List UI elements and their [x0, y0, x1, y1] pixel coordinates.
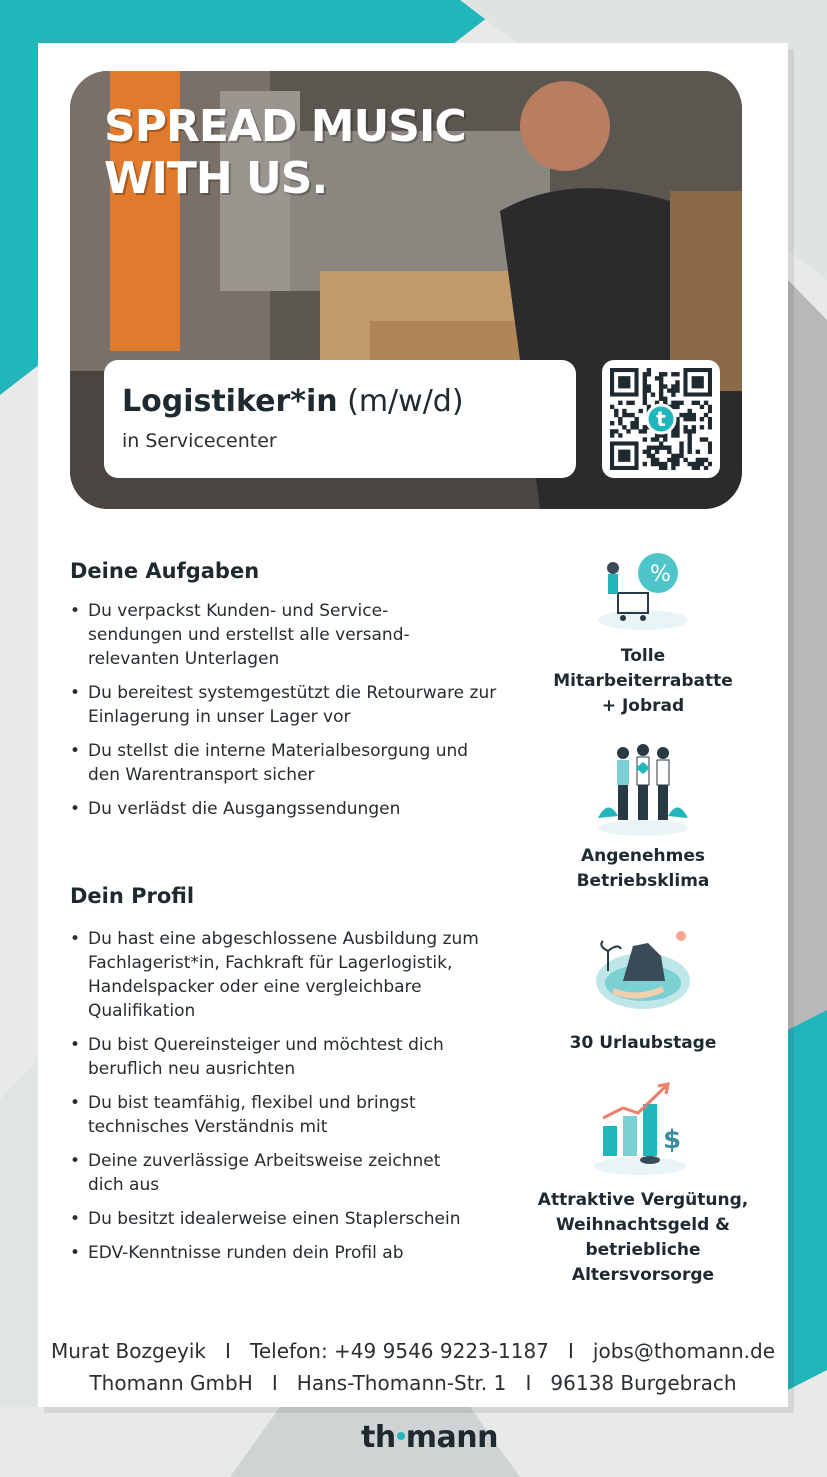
job-title-name: Logistiker*in [122, 384, 338, 419]
job-subtitle: in Servicecenter [122, 430, 277, 452]
profil-item: • Du bist teamfähig, flexibel und bringst technisches Verständnis mit [70, 1091, 510, 1139]
headline-line-1: SPREAD MUSIC [104, 101, 466, 152]
profil-item: • Du bist Quereinsteiger und möchtest dich beruflich neu ausrichten [70, 1033, 510, 1081]
svg-text:$: $ [663, 1125, 682, 1155]
benefit-label-2: Angenehmes Betriebsklima [576, 846, 710, 891]
profil-title: Dein Profil [70, 884, 195, 908]
profil-item: • Deine zuverlässige Arbeitsweise zeichnet dich aus [70, 1149, 510, 1197]
benefit-label-1: Tolle Mitarbeiterrabatte + Jobrad [553, 646, 733, 716]
benefit-label-3: 30 Urlaubstage [569, 1033, 717, 1053]
thomann-logo [361, 1420, 498, 1455]
contact-line-2: Thomann GmbH I Hans-Thomann-Str. 1 I 96138 Burgebrach [89, 1371, 737, 1395]
job-title [122, 382, 558, 422]
contact-line-1: Murat Bozgeyik I Telefon: +49 9546 9223-1187 I jobs@thomann.de [50, 1339, 776, 1363]
logo-part-2: mann [405, 1420, 498, 1455]
aufgaben-list [70, 599, 530, 831]
hero-headline [104, 101, 466, 205]
aufgaben-item: • Du bereitest systemgestützt die Retourware zur Einlagerung in unser Lager vor [70, 681, 530, 729]
profil-list [70, 927, 510, 1275]
aufgaben-item: • Du verlädst die Ausgangssendungen [70, 797, 530, 821]
aufgaben-item: • Du verpackst Kunden- und Service- sendungen und erstellst alle versand- relevanten Unterlagen [70, 599, 530, 671]
benefit-label-4: Attraktive Vergütung, Weihnachtsgeld & betriebliche Altersvorsorge [537, 1190, 749, 1285]
finance-growth-icon [588, 1078, 693, 1178]
job-title-gender: (m/w/d) [337, 384, 464, 419]
aufgaben-title: Deine Aufgaben [70, 559, 260, 583]
qr-logo-letter: t [656, 407, 666, 431]
logo-dot [397, 1432, 405, 1440]
hero-banner [70, 71, 742, 509]
job-title-box [104, 360, 576, 478]
headline-line-2: WITH US. [104, 153, 328, 204]
profil-item: • Du besitzt idealerweise einen Staplerschein [70, 1207, 510, 1231]
island-vacation-icon [593, 921, 693, 1016]
team-people-icon [593, 738, 693, 838]
svg-text:%: % [650, 562, 671, 587]
profil-item: • Du hast eine abgeschlossene Ausbildung zum Fachlagerist*in, Fachkraft für Lagerlogistik, Handelspacker oder eine vergleichbare Qualifikation [70, 927, 510, 1023]
qr-code[interactable] [602, 360, 720, 478]
job-ad-card [38, 43, 788, 1407]
profil-item: • EDV-Kenntnisse runden dein Profil ab [70, 1241, 510, 1265]
logo-part-1: th [361, 1420, 396, 1455]
shopping-discount-icon [593, 538, 693, 633]
qr-code-pattern [610, 368, 712, 470]
aufgaben-item: • Du stellst die interne Materialbesorgung und den Warentransport sicher [70, 739, 530, 787]
